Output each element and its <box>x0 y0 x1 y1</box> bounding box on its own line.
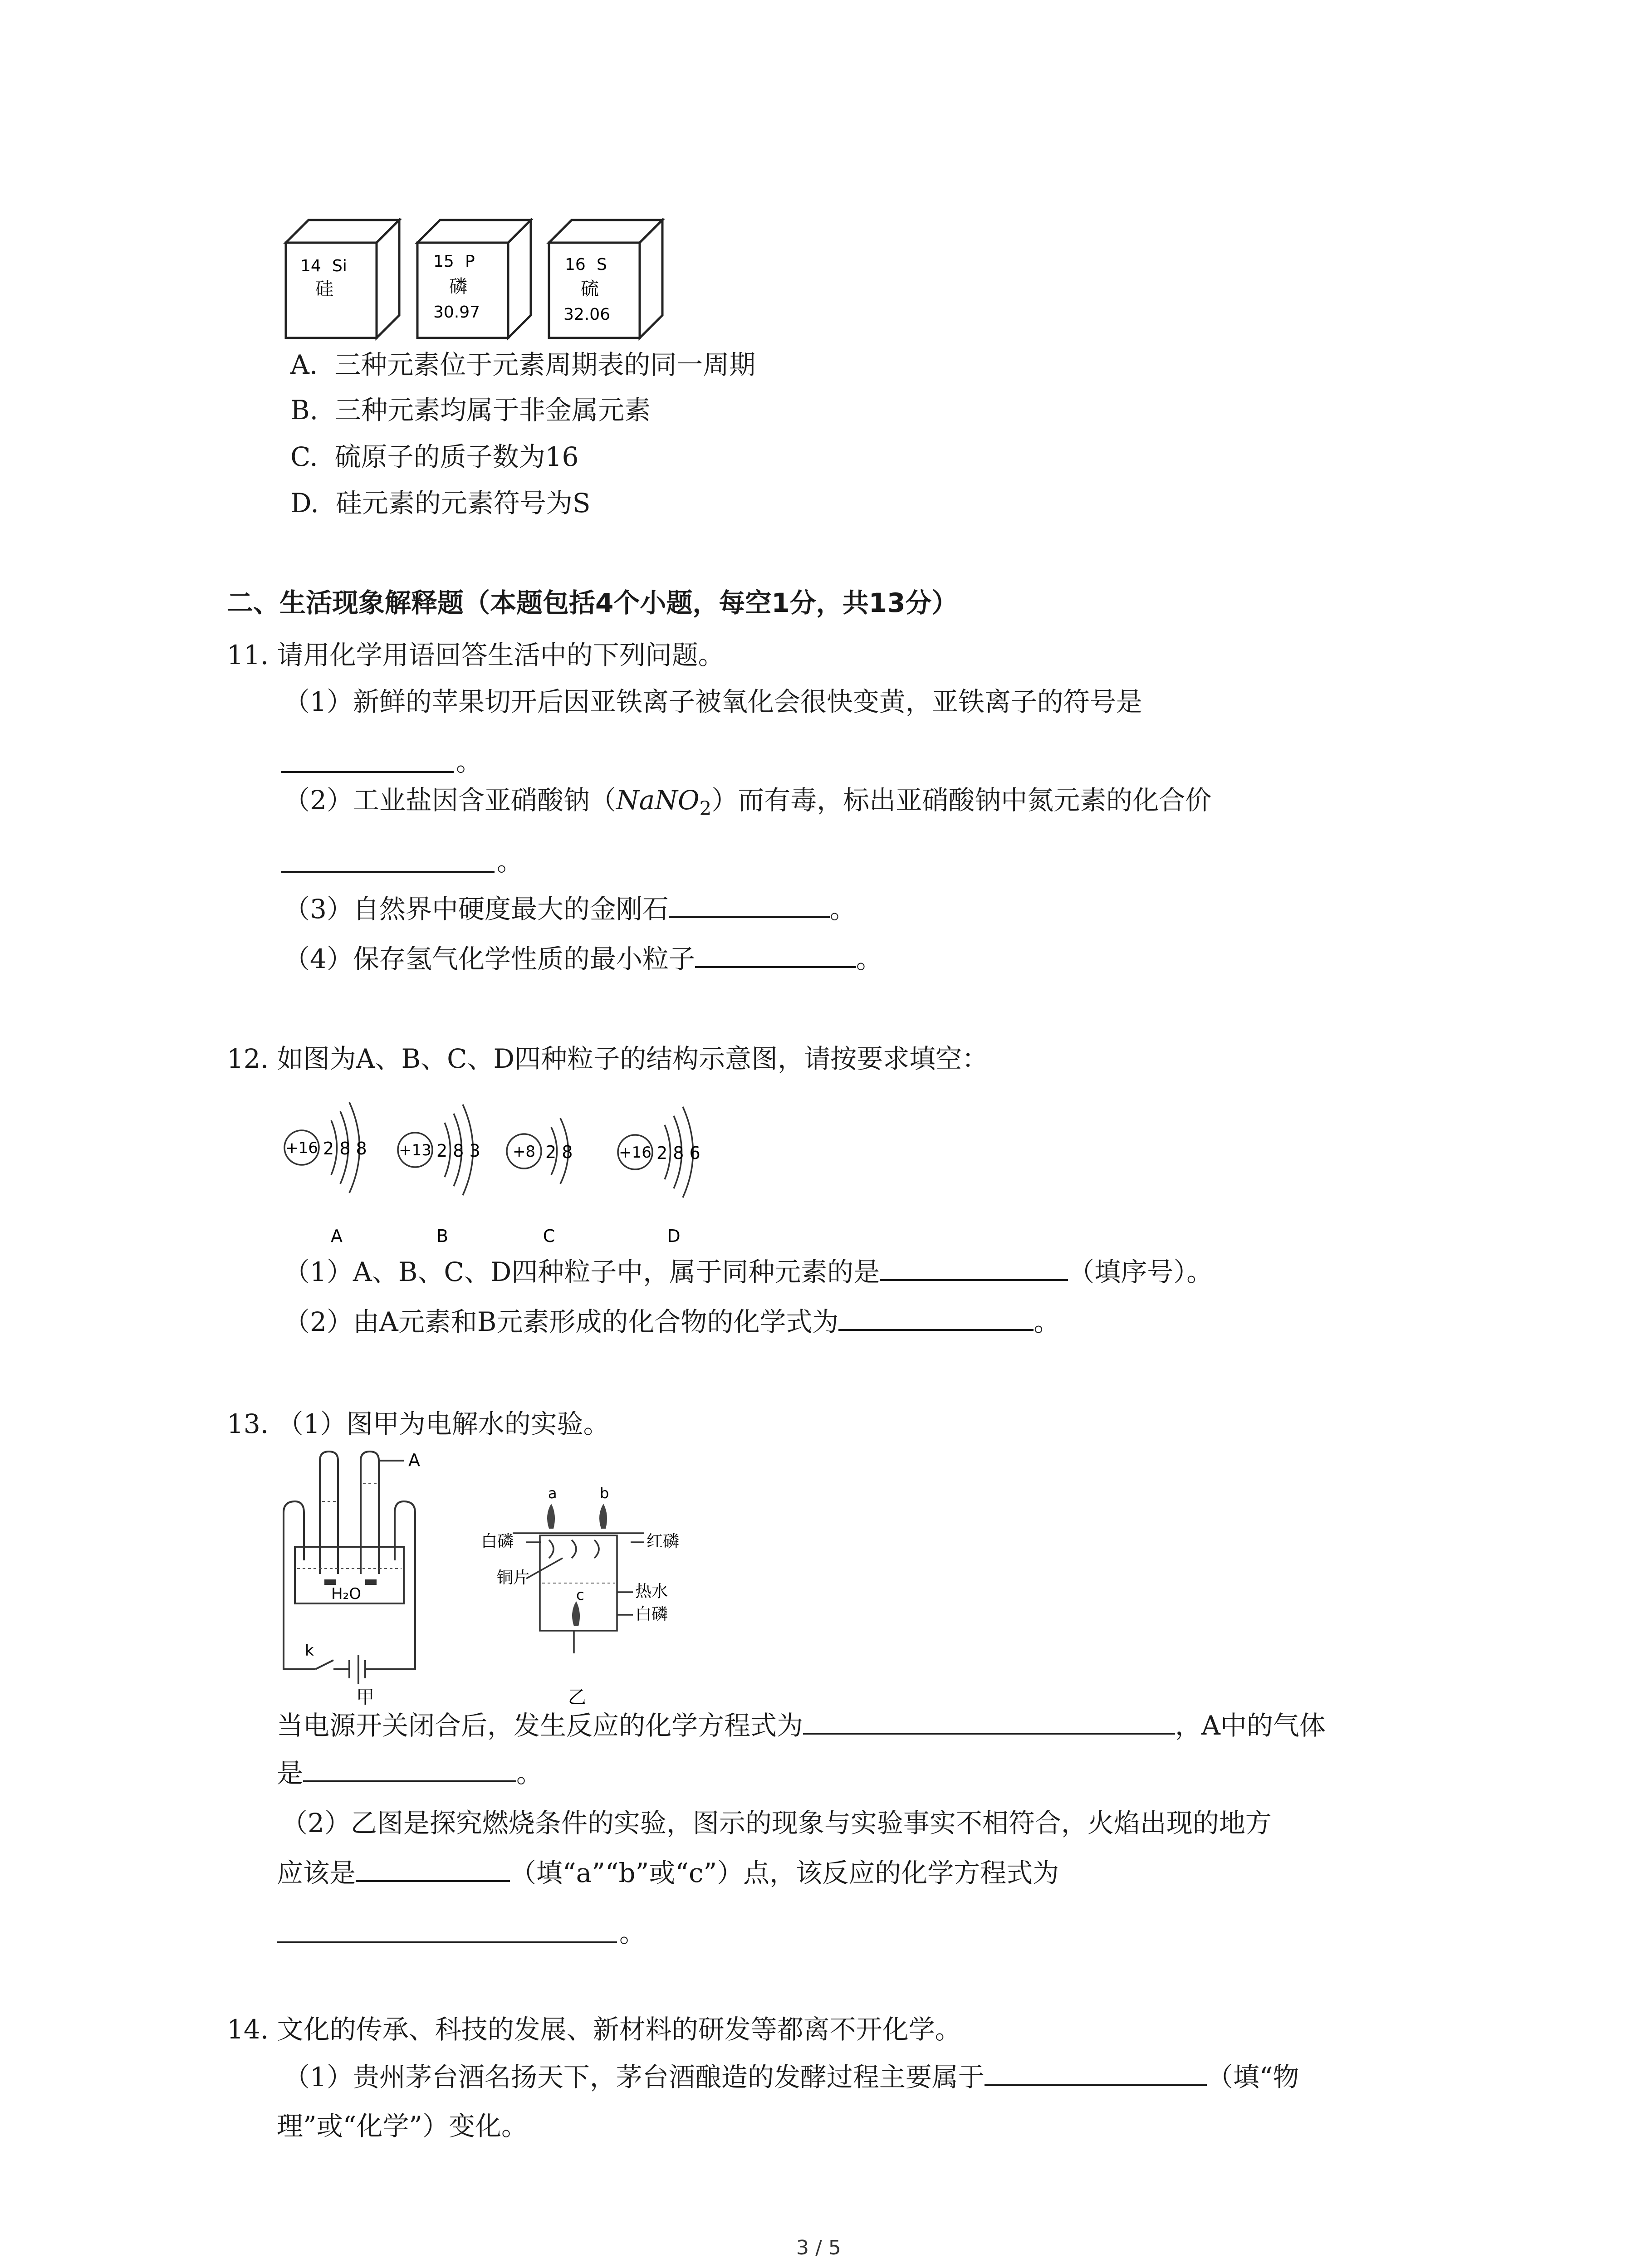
option-text: 硫原子的质子数为16 <box>334 441 579 472</box>
q12-part1: （1）A、B、C、D四种粒子中，属于同种元素的是 （填序号）。 <box>284 1256 1213 1287</box>
option-letter: C. <box>290 441 318 472</box>
formula-subscript: 2 <box>699 797 712 820</box>
q12-stem: 12. 如图为A、B、C、D四种粒子的结构示意图，请按要求填空： <box>227 1043 989 1074</box>
section-title: 二、生活现象解释题（本题包括4个小题，每空1分，共13分） <box>227 587 958 618</box>
atom-nucleus: +16 <box>285 1139 318 1157</box>
label-white-phosphorus-2: 白磷 <box>635 1605 668 1623</box>
option-letter: D. <box>290 488 319 518</box>
q11-part3: （3）自然界中硬度最大的金刚石 。 <box>284 894 856 924</box>
figure-caption: 甲 <box>356 1687 374 1706</box>
atom-label: B <box>436 1226 449 1246</box>
element-name: 磷 <box>449 276 467 297</box>
point-a-label: a <box>548 1485 557 1502</box>
element-card-s <box>549 220 662 338</box>
answer-blank[interactable] <box>277 1941 617 1943</box>
element-symbol: S <box>597 255 607 274</box>
q13-part2-b: 应该是 （填“a”“b”或“c”）点，该反应的化学方程式为 <box>277 1857 1059 1888</box>
q13-part2: （2）乙图是探究燃烧条件的实验，图示的现象与实验事实不相符合，火焰出现的地方 <box>281 1808 1272 1838</box>
atom-shells: 2 8 8 <box>323 1139 367 1158</box>
label-white-phosphorus: 白磷 <box>481 1532 514 1551</box>
q14-stem: 14. 文化的传承、科技的发展、新材料的研发等都离不开化学。 <box>227 2014 961 2045</box>
atom-nucleus: +8 <box>512 1143 536 1161</box>
element-mass: 32.06 <box>563 305 611 324</box>
option-c <box>290 441 579 472</box>
element-card-p <box>417 220 531 338</box>
label-switch-k: k <box>305 1642 314 1660</box>
element-number: 16 <box>565 255 586 274</box>
option-letter: A. <box>290 349 318 380</box>
option-d <box>290 490 590 516</box>
label-a: A <box>408 1450 420 1470</box>
q12-part2: （2）由A元素和B元素形成的化合物的化学式为 。 <box>284 1306 1060 1337</box>
q11-part1-end: 。 <box>456 746 483 777</box>
option-letter: B. <box>290 395 318 425</box>
atom-nucleus: +16 <box>619 1144 652 1162</box>
option-text: 三种元素均属于非金属元素 <box>334 395 651 425</box>
label-hot-water: 热水 <box>635 1582 668 1601</box>
q13-stem: 13. （1）图甲为电解水的实验。 <box>227 1408 610 1439</box>
answer-blank[interactable] <box>356 1880 510 1882</box>
answer-blank[interactable] <box>880 1279 1068 1281</box>
atom-label: D <box>667 1226 681 1246</box>
q13-part1: 当电源开关闭合后，发生反应的化学方程式为 ，A中的气体 <box>277 1710 1326 1741</box>
option-text: 三种元素位于元素周期表的同一周期 <box>334 349 756 380</box>
option-b <box>290 397 651 423</box>
q11-part4: （4）保存氢气化学性质的最小粒子 。 <box>284 943 882 974</box>
element-number: 15 <box>433 252 454 271</box>
formula: NaNO <box>616 785 700 816</box>
q11-part2: （2）工业盐因含亚硝酸钠（NaNO$_2$）而有毒，标出亚硝酸钠中氮元素的化合价 <box>284 785 1212 820</box>
element-name: 硅 <box>315 279 333 299</box>
atom-shells: 2 8 3 <box>436 1141 480 1161</box>
element-number: 14 <box>300 257 321 275</box>
element-card-si <box>286 220 399 338</box>
q14-part1: （1）贵州茅台酒名扬天下，茅台酒酿造的发酵过程主要属于 （填“物 <box>284 2062 1299 2092</box>
element-cards-figure <box>272 218 681 349</box>
answer-blank[interactable] <box>669 916 830 918</box>
q11-stem: 11. 请用化学用语回答生活中的下列问题。 <box>227 640 725 670</box>
figure-caption: 乙 <box>568 1687 586 1708</box>
answer-blank[interactable] <box>281 771 454 773</box>
q11-part2-end: 。 <box>497 846 524 877</box>
q14-part1-b: 理”或“化学”）变化。 <box>277 2111 528 2141</box>
point-b-label: b <box>600 1485 609 1502</box>
point-c-label: c <box>576 1586 584 1603</box>
element-symbol: P <box>465 252 475 271</box>
atom-label: C <box>543 1226 555 1246</box>
atom-shells: 2 8 <box>545 1142 573 1162</box>
option-text: 硅元素的元素符号为S <box>335 488 591 518</box>
atom-nucleus: +13 <box>399 1141 431 1159</box>
answer-blank[interactable] <box>838 1329 1034 1331</box>
answer-blank[interactable] <box>985 2084 1207 2086</box>
element-name: 硫 <box>581 279 599 299</box>
q13-part2-end: 。 <box>619 1917 646 1948</box>
label-red-phosphorus: 红磷 <box>647 1532 680 1551</box>
answer-blank[interactable] <box>695 966 856 968</box>
atom-label: A <box>331 1226 343 1246</box>
label-water: H₂O <box>331 1585 361 1603</box>
answer-blank[interactable] <box>303 1780 516 1782</box>
atom-structure-figure <box>272 1084 771 1261</box>
label-copper-sheet: 铜片 <box>497 1569 530 1587</box>
answer-blank[interactable] <box>281 871 495 873</box>
electrolysis-figure-jia <box>277 1447 467 1706</box>
element-mass: 30.97 <box>433 303 480 322</box>
combustion-figure-yi <box>481 1481 717 1708</box>
option-a <box>290 349 756 380</box>
q11-part1: （1）新鲜的苹果切开后因亚铁离子被氧化会很快变黄，亚铁离子的符号是 <box>284 686 1142 717</box>
answer-blank[interactable] <box>803 1732 1175 1735</box>
q13-part1-b: 是 。 <box>277 1758 543 1789</box>
element-symbol: Si <box>332 257 347 275</box>
atom-shells: 2 8 6 <box>656 1143 700 1163</box>
page-number: 3 / 5 <box>796 2236 841 2259</box>
